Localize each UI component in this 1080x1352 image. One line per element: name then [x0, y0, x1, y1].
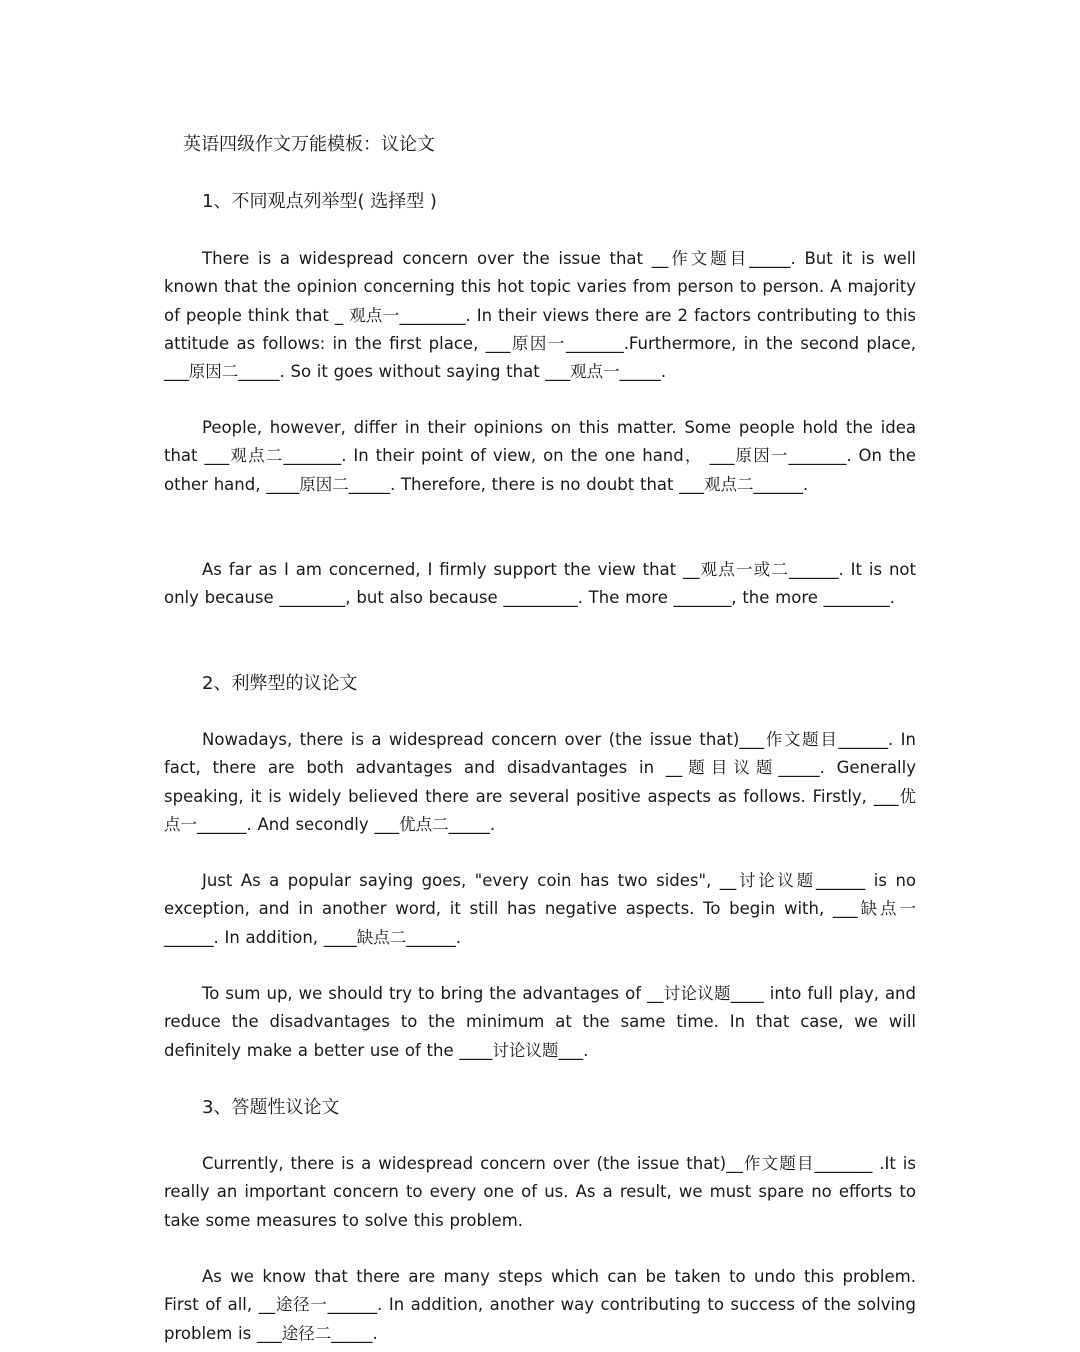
section-3-paragraph-2: As we know that there are many steps which can be taken to undo this problem. First of all, __途径一______. In addition, another way contributing to success of the solving problem is ___途径二_____. — [164, 1267, 916, 1343]
document-title: 英语四级作文万能模板：议论文 — [183, 134, 435, 155]
section-2-paragraph-3: To sum up, we should try to bring the advantages of __讨论议题____ into full play, and reduce the disadvantages to the minimum at the same time. In that case, we will definitely make a better use of the ____讨论议题___. — [164, 984, 916, 1060]
section-3-heading: 3、答题性议论文 — [202, 1097, 340, 1118]
section-1-heading: 1、不同观点列举型( 选择型 ) — [202, 191, 437, 212]
section-2-paragraph-2: Just As a popular saying goes, "every coin has two sides", __讨论议题______ is no exception, and in another word, it still has negative aspects. To begin with, ___缺点一______. In addition, ____缺点二______. — [164, 871, 916, 947]
section-2-paragraph-1: Nowadays, there is a widespread concern over (the issue that)___作文题目______. In fact, there are both advantages and disadvantages in __题目议题_____. Generally speaking, it is widely believed there are several positive aspects as follows. Firstly, ___优点一______. And secondly ___优点二_____. — [164, 730, 916, 834]
section-1-paragraph-1: There is a widespread concern over the issue that __作文题目_____. But it is well known that the opinion concerning this hot topic varies from person to person. A majority of people think that _ 观点一________. In their views there are 2 factors contributing to this attitude as follows: in the first place, ___原因一_______.Furthermore, in the second place, ___原因二_____. So it goes without saying that ___观点一_____. — [164, 249, 916, 382]
section-1-paragraph-2: People, however, differ in their opinions on this matter. Some people hold the idea that ___观点二_______. In their point of view, on the one hand， ___原因一_______. On the other hand, ____原因二_____. Therefore, there is no doubt that ___观点二______. — [164, 418, 916, 494]
section-2-heading: 2、利弊型的议论文 — [202, 673, 358, 694]
section-1-paragraph-3: As far as I am concerned, I firmly support the view that __观点一或二______. It is not only because ________, but also because _________. The more _______, the more ________. — [164, 560, 916, 608]
section-3-paragraph-1: Currently, there is a widespread concern over (the issue that)__作文题目_______ .It is really an important concern to every one of us. As a result, we must spare no efforts to take some measures to solve this problem. — [164, 1154, 916, 1230]
